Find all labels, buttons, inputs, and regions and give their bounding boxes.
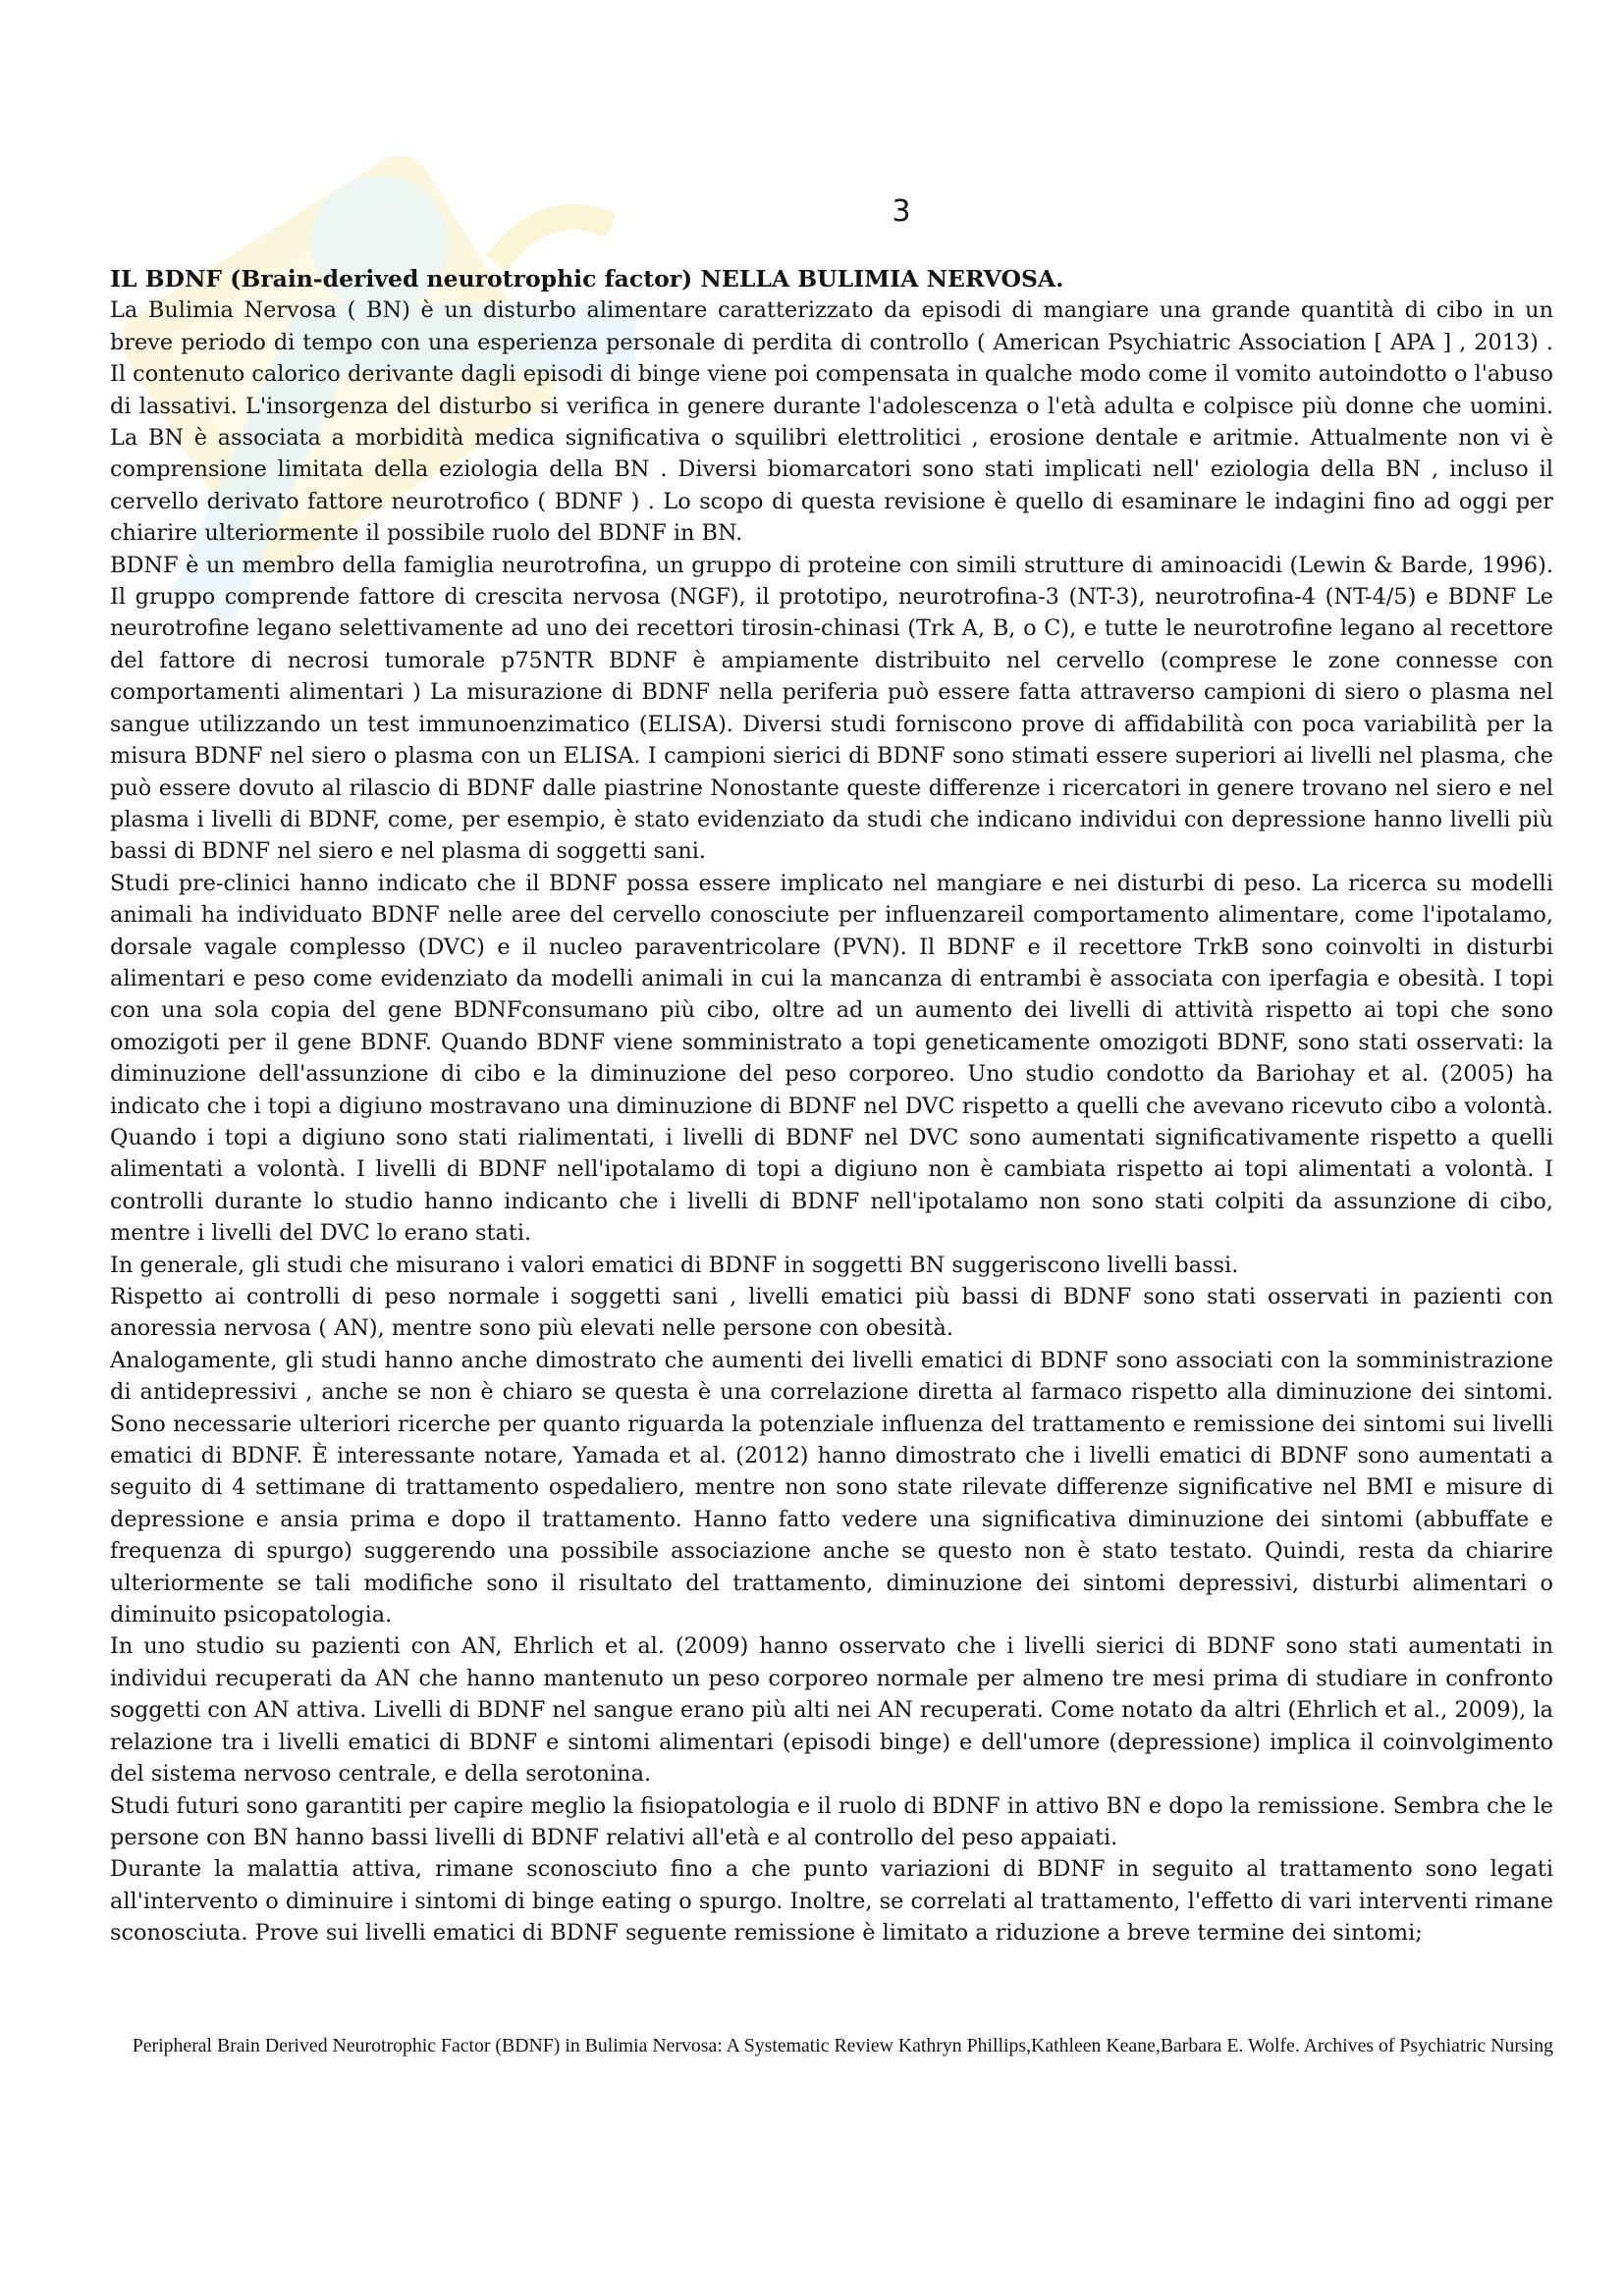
document-body xyxy=(110,263,1553,1949)
document-title: IL BDNF (Brain-derived neurotrophic factor) NELLA BULIMIA NERVOSA. xyxy=(110,265,1064,293)
footer-reference: Peripheral Brain Derived Neurotrophic Factor (BDNF) in Bulimia Nervosa: A Systematic Review Kathryn Phillips,Kathleen Keane,Barbara E. Wolfe. Archives of Psychiatric Nursing xyxy=(132,2035,1553,2056)
paragraph-active-illness: Durante la malattia attiva, rimane sconosciuto fino a che punto variazioni di BDNF in seguito al trattamento sono legati all'intervento o diminuire i sintomi di binge eating o spurgo. Inoltre, se correlati al trattamento, l'effetto di vari interventi rimane sconosciuta. Prove sui livelli ematici di BDNF seguente remissione è limitato a riduzione a breve termine dei sintomi; xyxy=(110,1856,1553,1947)
paragraph-antidepressants: Analogamente, gli studi hanno anche dimostrato che aumenti dei livelli ematici di BDNF sono associati con la somministrazione di antidepressivi , anche se non è chiaro se questa è una correlazione diretta al farmaco rispetto alla diminuzione dei sintomi. Sono necessarie ulteriori ricerche per quanto riguarda la potenziale influenza del trattamento e remissione dei sintomi sui livelli ematici di BDNF. È interessante notare, Yamada et al. (2012) hanno dimostrato che i livelli ematici di BDNF sono aumentati a seguito di 4 settimane di trattamento ospedaliero, mentre non sono state rilevate differenze significative nel BMI e misure di depressione e ansia prima e dopo il trattamento. Hanno fatto vedere una significativa diminuzione dei sintomi (abbuffate e frequenza di spurgo) suggerendo una possibile associazione anche se questo non è stato testato. Quindi, resta da chiarire ulteriormente se tali modifiche sono il risultato del trattamento, diminuzione dei sintomi depressivi, disturbi alimentari o diminuito psicopatologia. xyxy=(110,1347,1553,1629)
paragraph-anorexia-study: In uno studio su pazienti con AN, Ehrlich et al. (2009) hanno osservato che i livelli sierici di BDNF sono stati aumentati in individui recuperati da AN che hanno mantenuto un peso corporeo normale per almeno tre mesi prima di studiare in confronto soggetti con AN attiva. Livelli di BDNF nel sangue erano più alti nei AN recuperati. Come notato da altri (Ehrlich et al., 2009), la relazione tra i livelli ematici di BDNF e sintomi alimentari (episodi binge) e dell'umore (depressione) implica il coinvolgimento del sistema nervoso centrale, e della serotonina. xyxy=(110,1633,1553,1788)
page-number: 3 xyxy=(892,194,911,229)
paragraph-preclinical: Studi pre-clinici hanno indicato che il BDNF possa essere implicato nel mangiare e nei disturbi di peso. La ricerca su modelli animali ha individuato BDNF nelle aree del cervello conosciute per influenzareil comportamento alimentare, come l'ipotalamo, dorsale vagale complesso (DVC) e il nucleo paraventricolare (PVN). Il BDNF e il recettore TrkB sono coinvolti in disturbi alimentari e peso come evidenziato da modelli animali in cui la mancanza di entrambi è associata con iperfagia e obesità. I topi con una sola copia del gene BDNFconsumano più cibo, oltre ad un aumento dei livelli di attività rispetto ai topi che sono omozigoti per il gene BDNF. Quando BDNF viene somministrato a topi geneticamente omozigoti BDNF, sono stati osservati: la diminuzione dell'assunzione di cibo e la diminuzione del peso corporeo. Uno studio condotto da Bariohay et al. (2005) ha indicato che i topi a digiuno mostravano una diminuzione di BDNF nel DVC rispetto a quelli che avevano ricevuto cibo a volontà. Quando i topi a digiuno sono stati rialimentati, i livelli di BDNF nel DVC sono aumentati significativamente rispetto a quelli alimentati a volontà. I livelli di BDNF nell'ipotalamo di topi a digiuno non è cambiata rispetto ai topi alimentati a volontà. I controlli durante lo studio hanno indicanto che i livelli di BDNF nell'ipotalamo non sono stati colpiti da assunzione di cibo, mentre i livelli del DVC lo erano stati. xyxy=(110,870,1553,1247)
paragraph-controls: Rispetto ai controlli di peso normale i soggetti sani , livelli ematici più bassi di BDNF sono stati osservati in pazienti con anoressia nervosa ( AN), mentre sono più elevati nelle persone con obesità. xyxy=(110,1284,1553,1342)
paragraph-future-studies: Studi futuri sono garantiti per capire meglio la fisiopatologia e il ruolo di BDNF in attivo BN e dopo la remissione. Sembra che le persone con BN hanno bassi livelli di BDNF relativi all'età e al controllo del peso appaiati. xyxy=(110,1792,1553,1850)
paragraph-bn-levels: In generale, gli studi che misurano i valori ematici di BDNF in soggetti BN suggeriscono livelli bassi. xyxy=(110,1252,1239,1278)
paragraph-neurotrophins: BDNF è un membro della famiglia neurotrofina, un gruppo di proteine con simili strutture di aminoacidi (Lewin & Barde, 1996). Il gruppo comprende fattore di crescita nervosa (NGF), il prototipo, neurotrofina-3 (NT-3), neurotrofina-4 (NT-4/5) e BDNF Le neurotrofine legano selettivamente ad uno dei recettori tirosin-chinasi (Trk A, B, o C), e tutte le neurotrofine legano al recettore del fattore di necrosi tumorale p75NTR BDNF è ampiamente distribuito nel cervello (comprese le zone connesse con comportamenti alimentari ) La misurazione di BDNF nella periferia può essere fatta attraverso campioni di siero o plasma nel sangue utilizzando un test immunoenzimatico (ELISA). Diversi studi forniscono prove di affidabilità con poca variabilità per la misura BDNF nel siero o plasma con un ELISA. I campioni sierici di BDNF sono stimati essere superiori ai livelli nel plasma, che può essere dovuto al rilascio di BDNF dalle piastrine Nonostante queste differenze i ricercatori in genere trovano nel siero e nel plasma i livelli di BDNF, come, per esempio, è stato evidenziato da studi che indicano individui con depressione hanno livelli più bassi di BDNF nel siero e nel plasma di soggetti sani. xyxy=(110,552,1553,865)
paragraph-intro: La Bulimia Nervosa ( BN) è un disturbo alimentare caratterizzato da episodi di mangiare una grande quantità di cibo in un breve periodo di tempo con una esperienza personale di perdita di controllo ( American Psychiatric Association [ APA ] , 2013) . Il contenuto calorico derivante dagli episodi di binge viene poi compensata in qualche modo come il vomito autoindotto o l'abuso di lassativi. L'insorgenza del disturbo si verifica in genere durante l'adolescenza o l'età adulta e colpisce più donne che uomini. La BN è associata a morbidità medica significativa o squilibri elettrolitici , erosione dentale e aritmie. Attualmente non vi è comprensione limitata della eziologia della BN . Diversi biomarcatori sono stati implicati nell' eziologia della BN , incluso il cervello derivato fattore neurotrofico ( BDNF ) . Lo scopo di questa revisione è quello di esaminare le indagini fino ad oggi per chiarire ulteriormente il possibile ruolo del BDNF in BN. xyxy=(110,297,1553,547)
